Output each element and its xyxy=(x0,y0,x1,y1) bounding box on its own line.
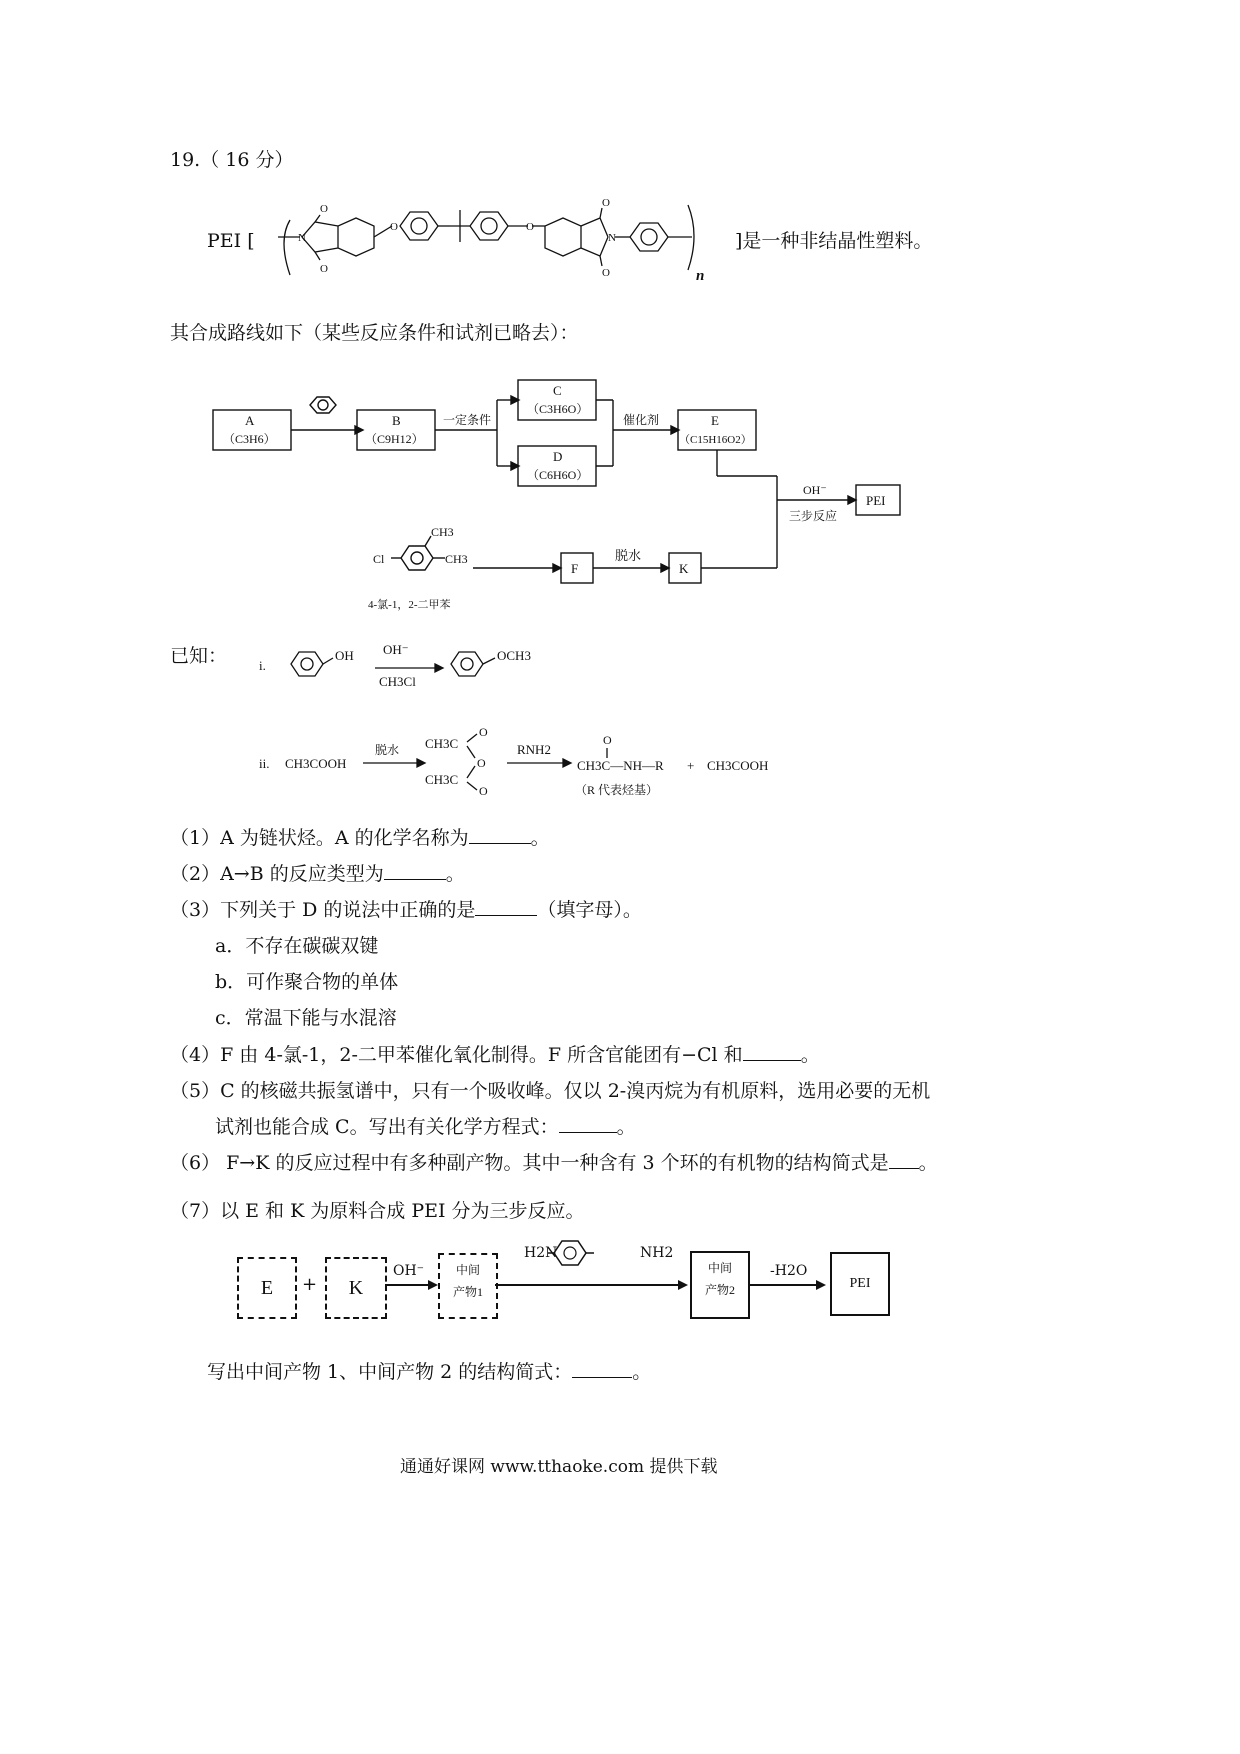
route-condition-1: 一定条件 xyxy=(443,413,492,427)
known-i-reagent-top: OH⁻ xyxy=(383,642,409,657)
route-condition-2: 催化剂 xyxy=(623,413,660,427)
answer-blank-6[interactable] xyxy=(889,1150,919,1169)
known-ii-o1: O xyxy=(479,725,488,739)
q7-box-k: K xyxy=(325,1257,387,1319)
question-number: 19.（ 16 分） xyxy=(170,149,294,171)
route-b-name: B xyxy=(392,413,401,428)
known-ii-note: （R 代表烃基） xyxy=(575,783,659,797)
known-i-product: OCH3 xyxy=(497,648,531,663)
known-ii-o3: O xyxy=(479,784,488,798)
synthesis-route-diagram xyxy=(205,370,925,620)
question-5-line2: 试剂也能合成 C。写出有关化学方程式： 。 xyxy=(215,1116,636,1138)
xylene-name: 4-氯-1，2-二甲苯 xyxy=(368,599,451,611)
question-2: （2）A→B 的反应类型为 。 xyxy=(170,863,465,885)
route-dehydrate: 脱水 xyxy=(615,548,642,563)
known-ii-byproduct: CH3COOH xyxy=(707,758,769,773)
route-b-formula: （C9H12） xyxy=(365,432,424,446)
q7-h2o: -H2O xyxy=(770,1263,808,1279)
final-question: 写出中间产物 1、中间产物 2 的结构简式： 。 xyxy=(207,1361,652,1383)
xylene-ch3-b: CH3 xyxy=(445,552,468,566)
known-ii-arrow2: RNH2 xyxy=(517,742,551,757)
known-i-oh: OH xyxy=(335,648,354,663)
answer-blank-7[interactable] xyxy=(572,1359,632,1378)
known-ii-label: ii. xyxy=(259,756,270,771)
route-e-name: E xyxy=(711,413,719,428)
answer-blank-3[interactable] xyxy=(475,897,537,916)
footer-watermark: 通通好课网 www.tthaoke.com 提供下载 xyxy=(400,1457,718,1477)
question-4: （4）F 由 4-氯-1，2-二甲苯催化氧化制得。F 所含官能团有−Cl 和 。 xyxy=(170,1044,820,1066)
pei-o-6: O xyxy=(602,267,610,279)
q7-box-e: E xyxy=(237,1257,297,1319)
known-ii-arrow1: 脱水 xyxy=(375,743,400,757)
known-ii-ch3c-top: CH3C xyxy=(425,736,459,751)
xylene-ch3-a: CH3 xyxy=(431,525,454,539)
known-label: 已知： xyxy=(170,645,228,667)
route-f: F xyxy=(571,561,579,576)
known-ii-plus: + xyxy=(687,758,695,773)
route-a-formula: （C3H6） xyxy=(223,432,276,446)
question-5-line1: （5）C 的核磁共振氢谱中，只有一个吸收峰。仅以 2-溴丙烷为有机原料，选用必要的无机 xyxy=(170,1080,931,1102)
pei-o-4: O xyxy=(526,221,534,233)
route-d-name: D xyxy=(553,449,563,464)
option-c: c．常温下能与水混溶 xyxy=(215,1007,397,1029)
q7-nh2: NH2 xyxy=(640,1245,674,1261)
q7-h2n: H2N xyxy=(524,1245,558,1261)
route-a-name: A xyxy=(245,413,255,428)
q7-arrows xyxy=(380,1235,840,1305)
question-1: （1）A 为链状烃。A 的化学名称为 。 xyxy=(170,827,550,849)
known-i-reagent-bottom: CH3Cl xyxy=(379,674,416,689)
known-ii-o2: O xyxy=(477,756,486,770)
pei-n-1: N xyxy=(298,232,306,244)
pei-o-2: O xyxy=(320,263,328,275)
known-ii-o4: O xyxy=(603,733,612,747)
answer-blank-1[interactable] xyxy=(469,825,531,844)
xylene-cl: Cl xyxy=(373,552,385,566)
known-ii-ch3c-bottom: CH3C xyxy=(425,772,459,787)
route-oh: OH⁻ xyxy=(803,483,827,497)
pei-n-subscript: n xyxy=(696,268,705,284)
q7-intermediate-2: 中间 产物2 xyxy=(690,1251,750,1319)
route-k: K xyxy=(679,561,689,576)
known-reactions xyxy=(255,630,795,810)
answer-blank-4[interactable] xyxy=(743,1042,801,1061)
q7-plus: + xyxy=(302,1274,318,1295)
answer-blank-5[interactable] xyxy=(559,1114,617,1133)
xylene-ring xyxy=(401,546,433,570)
q7-box-pei: PEI xyxy=(830,1252,890,1316)
pei-o-1: O xyxy=(320,203,328,215)
route-c-formula: （C3H6O） xyxy=(527,402,589,416)
pei-description: ]是一种非结晶性塑料。 xyxy=(735,230,933,252)
route-e-formula: （C15H16O2） xyxy=(679,434,752,446)
known-ii-start: CH3COOH xyxy=(285,756,347,771)
pei-structure xyxy=(270,190,720,290)
pei-o-5: O xyxy=(602,197,610,209)
question-7: （7）以 E 和 K 为原料合成 PEI 分为三步反应。 xyxy=(170,1200,585,1222)
option-a: a．不存在碳碳双键 xyxy=(215,935,379,957)
pei-n-2: N xyxy=(608,232,616,244)
route-pei: PEI xyxy=(866,493,886,508)
question-3: （3）下列关于 D 的说法中正确的是 （填字母）。 xyxy=(170,899,642,921)
pei-o-3: O xyxy=(390,221,398,233)
option-b: b．可作聚合物的单体 xyxy=(215,971,399,993)
route-d-formula: （C6H6O） xyxy=(527,468,589,482)
q7-oh: OH⁻ xyxy=(393,1263,425,1279)
known-ii-product: CH3C—NH—R xyxy=(577,758,664,773)
route-intro: 其合成路线如下（某些反应条件和试剂已略去）： xyxy=(170,322,579,344)
question-6: （6） F→K 的反应过程中有多种副产物。其中一种含有 3 个环的有机物的结构简式是 。 xyxy=(170,1152,938,1174)
q7-intermediate-1: 中间 产物1 xyxy=(438,1253,498,1319)
route-three-step: 三步反应 xyxy=(789,509,838,523)
route-c-name: C xyxy=(553,383,562,398)
answer-blank-2[interactable] xyxy=(384,861,446,880)
known-i-label: i. xyxy=(259,658,266,673)
pei-label: PEI [ xyxy=(207,230,255,252)
